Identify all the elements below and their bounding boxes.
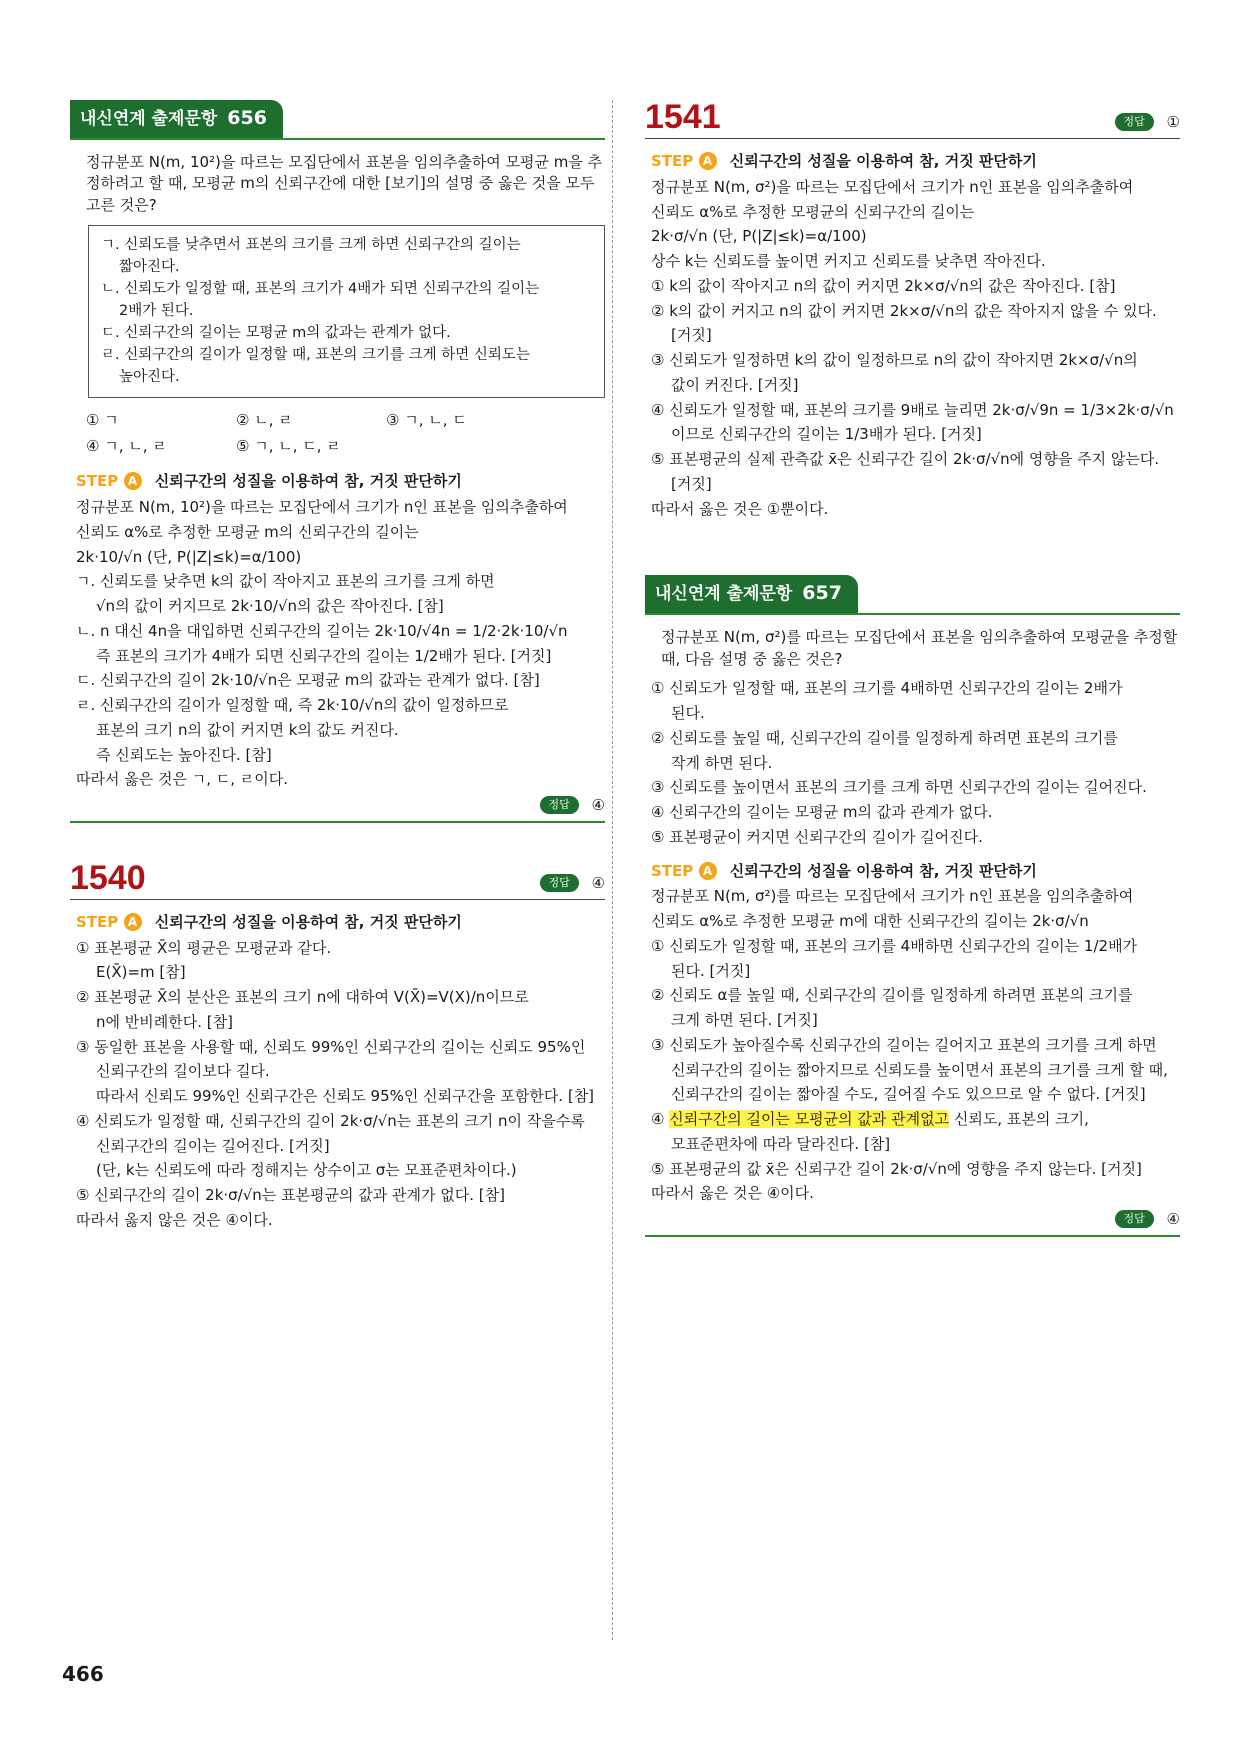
answer-badge: 정답 [540, 796, 579, 814]
problem-number: 1540 [70, 858, 146, 897]
problem-number: 1541 [645, 98, 721, 136]
solution-line: 상수 k는 신뢰도를 높이면 커지고 신뢰도를 낮추면 작아진다. [651, 252, 1046, 270]
solution-line: 신뢰구간의 길이보다 길다. [96, 1062, 270, 1081]
solution-line: 신뢰구간의 길이는 길어진다. [거짓] [96, 1136, 330, 1155]
naesin-tag [70, 100, 283, 138]
naesin-number: 657 [802, 582, 842, 605]
solution-line: 신뢰도 α%로 추정한 모평균 m의 신뢰구간의 길이는 [76, 522, 419, 541]
bogi-item-cont: 짧아진다. [119, 258, 180, 275]
solution-line: [거짓] [671, 474, 712, 493]
solution-line: 모표준편차에 따라 달라진다. [참] [671, 1134, 891, 1153]
answer-value: ④ [591, 796, 605, 815]
solution-line: ⑤ 표본평균의 실제 관측값 x̄은 신뢰구간 길이 2k·σ/√n에 영향을 주지 않는다. [651, 450, 1160, 468]
solution-line: ⑤ 표본평균의 값 x̄은 신뢰구간 길이 2k·σ/√n에 영향을 주지 않는다. [거짓] [651, 1159, 1142, 1178]
solution-line: 신뢰도 α%로 추정한 모평균의 신뢰구간의 길이는 [651, 202, 975, 221]
solution-line: 따라서 신뢰도 99%인 신뢰구간은 신뢰도 95%인 신뢰구간을 포함한다. [참] [96, 1087, 595, 1106]
solution-conclusion: 따라서 옳지 않은 것은 ④이다. [76, 1210, 273, 1229]
left-column [70, 100, 605, 1235]
solution-line: ㄷ. 신뢰구간의 길이 2k·10/√n은 모평균 m의 값과는 관계가 없다. [참] [76, 671, 540, 690]
solution-formula: 2k·10/√n (단, P(|Z|≤k)=α/100) [76, 547, 302, 566]
step-badge: A [699, 862, 717, 880]
step-title: 신뢰구간의 성질을 이용하여 참, 거짓 판단하기 [154, 912, 462, 931]
bogi-item: ㄱ. 신뢰도를 낮추면서 표본의 크기를 크게 하면 신뢰구간의 길이는 [101, 236, 521, 253]
step-badge: A [124, 913, 142, 931]
solution-line: ㄴ. n 대신 4n을 대입하면 신뢰구간의 길이는 2k·10/√4n = 1/2·2k·10/√n [76, 621, 568, 640]
naesin-label: 내신연계 [80, 109, 146, 129]
answer-badge: 정답 [540, 874, 579, 892]
choice-cont: 된다. [671, 704, 705, 723]
solution-line: 즉 신뢰도는 높아진다. [참] [96, 745, 272, 764]
answer-badge: 정답 [1115, 1210, 1154, 1228]
solution-conclusion: 따라서 옳은 것은 ㄱ, ㄷ, ㄹ이다. [76, 770, 289, 789]
choice: ③ 신뢰도를 높이면서 표본의 크기를 크게 하면 신뢰구간의 길이는 길어진다. [651, 778, 1147, 797]
solution-line: 즉 표본의 크기가 4배가 되면 신뢰구간의 길이는 1/2배가 된다. [거짓] [96, 646, 552, 665]
solution-line: (단, k는 신뢰도에 따라 정해지는 상수이고 σ는 모표준편차이다.) [96, 1161, 517, 1180]
bogi-box [88, 225, 605, 398]
solution-line: ㄹ. 신뢰구간의 길이가 일정할 때, 즉 2k·10/√n의 값이 일정하므로 [76, 696, 509, 715]
choice: ③ ㄱ, ㄴ, ㄷ [386, 410, 467, 429]
naesin-tag-label: 출제문항 [726, 584, 793, 605]
item-number: ④ [651, 1110, 665, 1129]
solution-line: ② 표본평균 X̄의 분산은 표본의 크기 n에 대하여 V(X̄)=V(X)/n이므로 [76, 988, 529, 1007]
step-heading [76, 912, 605, 934]
column-divider [612, 100, 613, 1640]
choice: ⑤ 표본평균이 커지면 신뢰구간의 길이가 길어진다. [651, 827, 983, 846]
solution-line: ⑤ 신뢰구간의 길이 2k·σ/√n는 표본평균의 값과 관계가 없다. [참] [76, 1186, 505, 1205]
solution-line: ③ 동일한 표본을 사용할 때, 신뢰도 99%인 신뢰구간의 길이는 신뢰도 95%인 [76, 1037, 586, 1056]
step-heading [76, 471, 605, 493]
step-title: 신뢰구간의 성질을 이용하여 참, 거짓 판단하기 [154, 472, 462, 491]
choice: ② ㄴ, ㄹ [236, 410, 293, 429]
naesin-label: 내신연계 [655, 584, 721, 605]
answer-row [645, 1209, 1180, 1231]
bogi-item: ㄹ. 신뢰구간의 길이가 일정할 때, 표본의 크기를 크게 하면 신뢰도는 [101, 346, 530, 363]
question-text: 정규분포 N(m, 10²)을 따르는 모집단에서 표본을 임의추출하여 모평균 m을 추정하려고 할 때, 모평균 m의 신뢰구간에 대한 [보기]의 설명 중 옳은 것을 모두 고른 것은? [86, 152, 603, 215]
solution-line: 값이 커진다. [거짓] [671, 375, 799, 394]
bogi-item-cont: 높아진다. [119, 368, 180, 385]
solution-line: 된다. [거짓] [671, 961, 751, 980]
choice: ④ 신뢰구간의 길이는 모평균 m의 값과 관계가 없다. [651, 803, 993, 822]
choice: ② 신뢰도를 높일 때, 신뢰구간의 길이를 일정하게 하려면 표본의 크기를 [651, 728, 1118, 747]
step-heading [651, 151, 1180, 173]
answer-row [70, 795, 605, 817]
choice: ④ ㄱ, ㄴ, ㄹ [86, 436, 167, 455]
bogi-item: ㄷ. 신뢰구간의 길이는 모평균 m의 값과는 관계가 없다. [101, 324, 451, 341]
naesin-tag [645, 575, 858, 613]
solution-line: √n의 값이 커지므로 2k·10/√n의 값은 작아진다. [참] [96, 597, 444, 616]
solution-line [651, 1109, 1180, 1131]
answer-row [1115, 112, 1181, 134]
solution-line: ① 표본평균 X̄의 평균은 모평균과 같다. [76, 938, 332, 957]
solution-line: ③ 신뢰도가 일정하면 k의 값이 일정하므로 n의 값이 작아지면 2k×σ/√n의 [651, 351, 1138, 369]
choice: ⑤ ㄱ, ㄴ, ㄷ, ㄹ [236, 436, 341, 455]
solution-line: ④ 신뢰도가 일정할 때, 표본의 크기를 9배로 늘리면 2k·σ/√9n = 1/3×2k·σ/√n [651, 400, 1174, 419]
answer-value: ④ [591, 874, 605, 893]
step-label: STEP [651, 861, 694, 880]
naesin-header-656 [70, 100, 605, 140]
choice: ① 신뢰도가 일정할 때, 표본의 크기를 4배하면 신뢰구간의 길이는 2배가 [651, 679, 1123, 698]
solution-line: 정규분포 N(m, σ²)를 따르는 모집단에서 크기가 n인 표본을 임의추출하여 [651, 887, 1134, 906]
solution-conclusion: 따라서 옳은 것은 ①뿐이다. [651, 499, 829, 518]
step-title: 신뢰구간의 성질을 이용하여 참, 거짓 판단하기 [729, 861, 1037, 880]
section-divider [70, 821, 605, 823]
solution-line: n에 반비례한다. [참] [96, 1012, 233, 1031]
solution-line: 정규분포 N(m, σ²)을 따르는 모집단에서 크기가 n인 표본을 임의추출하여 [651, 177, 1134, 196]
page-number: 466 [62, 1662, 104, 1686]
solution-line: 신뢰도 α%로 추정한 모평균 m에 대한 신뢰구간의 길이는 2k·σ/√n [651, 912, 1089, 931]
answer-value: ④ [1166, 1210, 1180, 1229]
solution-line: ② k의 값이 커지고 n의 값이 커지면 2k×σ/√n의 값은 작아지지 않을 수 있다. [651, 301, 1157, 320]
step-heading [651, 861, 1180, 883]
solution-text: 신뢰도, 표본의 크기, [953, 1110, 1089, 1129]
choice-cont: 작게 하면 된다. [671, 753, 773, 772]
naesin-number: 656 [227, 107, 267, 129]
solution-line: 정규분포 N(m, 10²)을 따르는 모집단에서 크기가 n인 표본을 임의추출하여 [76, 498, 568, 517]
bogi-item-cont: 2배가 된다. [119, 302, 194, 319]
solution-line: ③ 신뢰도가 높아질수록 신뢰구간의 길이는 길어지고 표본의 크기를 크게 하면 [651, 1035, 1157, 1054]
solution-line: ② 신뢰도 α를 높일 때, 신뢰구간의 길이를 일정하게 하려면 표본의 크기를 [651, 986, 1133, 1005]
choice: ① ㄱ [86, 410, 119, 429]
solution-line: ㄱ. 신뢰도를 낮추면 k의 값이 작아지고 표본의 크기를 크게 하면 [76, 572, 495, 591]
bogi-item: ㄴ. 신뢰도가 일정할 때, 표본의 크기가 4배가 되면 신뢰구간의 길이는 [101, 280, 540, 297]
step-label: STEP [76, 472, 119, 491]
problem-header-1541 [645, 100, 1180, 139]
solution-line: ④ 신뢰도가 일정할 때, 신뢰구간의 길이 2k·σ/√n는 표본의 크기 n이 작을수록 [76, 1111, 585, 1130]
solution-line: 크게 하면 된다. [거짓] [671, 1011, 818, 1030]
solution-line: ① 신뢰도가 일정할 때, 표본의 크기를 4배하면 신뢰구간의 길이는 1/2배가 [651, 936, 1138, 955]
solution-line: ① k의 값이 작아지고 n의 값이 커지면 2k×σ/√n의 값은 작아진다. [참] [651, 276, 1116, 295]
answer-choices [86, 410, 605, 458]
solution-line: 신뢰구간의 길이는 짧아질 수도, 길어질 수도 있으므로 알 수 없다. [거짓] [671, 1085, 1146, 1104]
solution-line: 표본의 크기 n의 값이 커지면 k의 값도 커진다. [96, 720, 399, 739]
naesin-tag-label: 출제문항 [151, 109, 218, 129]
right-column [645, 100, 1180, 1275]
solution-line: 이므로 신뢰구간의 길이는 1/3배가 된다. [거짓] [671, 425, 982, 444]
step-label: STEP [651, 152, 694, 170]
step-badge: A [124, 472, 142, 490]
solution-line: [거짓] [671, 326, 712, 345]
step-title: 신뢰구간의 성질을 이용하여 참, 거짓 판단하기 [729, 152, 1037, 170]
question-text: 정규분포 N(m, σ²)를 따르는 모집단에서 표본을 임의추출하여 모평균을 추정할 때, 다음 설명 중 옳은 것은? [661, 627, 1178, 668]
problem-header-1540 [70, 858, 605, 900]
solution-line: 신뢰구간의 길이는 짧아지므로 신뢰도를 높이면서 표본의 크기를 크게 할 때, [671, 1060, 1168, 1079]
section-divider [645, 1235, 1180, 1237]
solution-conclusion: 따라서 옳은 것은 ④이다. [651, 1184, 814, 1203]
step-badge: A [699, 152, 717, 170]
answer-value: ① [1166, 113, 1180, 132]
solution-formula: 2k·σ/√n (단, P(|Z|≤k)=α/100) [651, 227, 867, 246]
answer-row [540, 873, 606, 895]
answer-badge: 정답 [1115, 113, 1154, 131]
naesin-header-657 [645, 575, 1180, 615]
step-label: STEP [76, 912, 119, 931]
solution-line: E(X̄)=m [참] [96, 963, 186, 982]
highlighted-text: 신뢰구간의 길이는 모평균의 값과 관계없고 [669, 1110, 950, 1129]
